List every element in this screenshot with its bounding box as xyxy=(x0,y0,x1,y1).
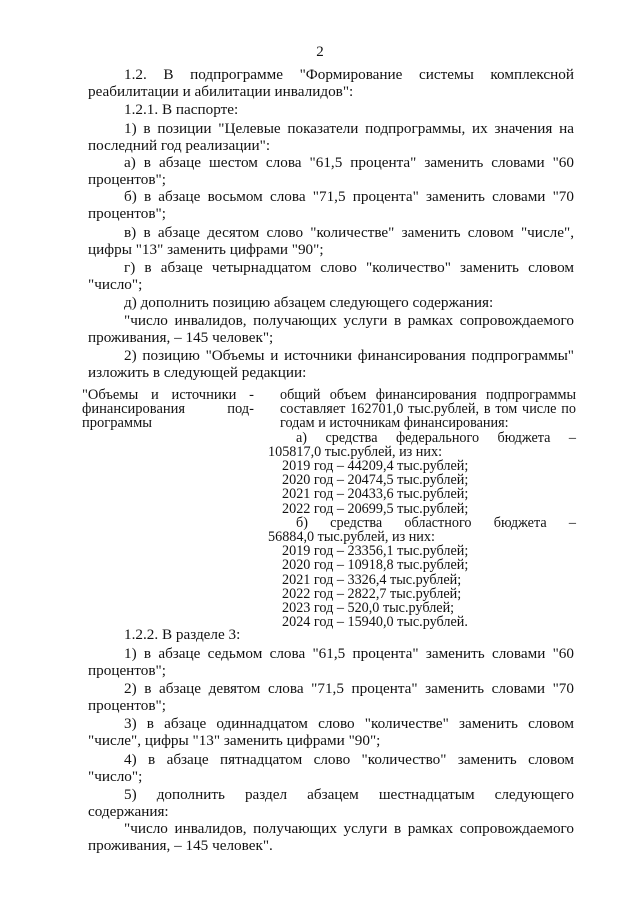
regional-year-2023: 2023 год – 520,0 тыс.рублей; xyxy=(282,600,455,617)
regional-line xyxy=(280,516,576,530)
federal-word-b: средства xyxy=(325,429,378,446)
paragraph-b-item-5-text: 5) дополнить раздел абзацем шестнадцатым следующего содержания: xyxy=(88,786,574,821)
paragraph-item-g: г) в абзаце четырнадцатом слово "количество" заменить словом "число"; xyxy=(88,259,574,294)
federal-year-2019: 2019 год – 44209,4 тыс.рублей; xyxy=(282,458,469,475)
paragraph-item-b: б) в абзаце восьмом слова "71,5 процента" заменить словами "70 процентов"; xyxy=(88,188,574,223)
page-number: 2 xyxy=(316,44,324,60)
regional-word-b: средства xyxy=(330,514,383,531)
federal-word-e: – xyxy=(568,429,576,446)
federal-line xyxy=(280,431,576,445)
regional-word-c: областного xyxy=(404,514,472,531)
paragraph-item-v: в) в абзаце десятом слово "количестве" заменить словом "числе", цифры "13" заменить цифрами "90"; xyxy=(88,224,574,259)
paragraph-b-item-1: 1) в абзаце седьмом слова "61,5 процента" заменить словами "60 процентов"; xyxy=(88,645,574,680)
federal-year-2022: 2022 год – 20699,5 тыс.рублей; xyxy=(282,500,469,517)
regional-year-2020: 2020 год – 10918,8 тыс.рублей; xyxy=(282,557,469,574)
paragraph-1-2: 1.2. В подпрограмме "Формирование системы комплексной реабилитации и абилитации инвалидов": xyxy=(88,66,574,101)
regional-year-2022: 2022 год – 2822,7 тыс.рублей; xyxy=(282,585,462,602)
federal-total: 105817,0 тыс.рублей, из них: xyxy=(268,443,443,460)
financing-intro: общий объем финансирования подпрограммы составляет 162701,0 тыс.рублей, в том числе по годам и источникам финансирования: xyxy=(280,387,576,432)
federal-year-2021: 2021 год – 20433,6 тыс.рублей; xyxy=(282,486,469,503)
regional-word-a: б) xyxy=(296,514,308,531)
paragraph-b-item-2: 2) в абзаце девятом слова "71,5 процента" заменить словами "70 процентов"; xyxy=(88,680,574,715)
paragraph-quote-2: "число инвалидов, получающих услуги в рамках сопровождаемого проживания, – 145 человек". xyxy=(88,820,574,855)
paragraph-b-item-5 xyxy=(88,786,574,821)
table-left-cell: "Объемы и источники - финансирования под-программы xyxy=(82,387,254,431)
paragraph-b-item-3: 3) в абзаце одиннадцатом слово "количестве" заменить словом "числе", цифры "13" заменить цифрами "90"; xyxy=(88,715,574,750)
paragraph-item-a: а) в абзаце шестом слова "61,5 процента" заменить словами "60 процентов"; xyxy=(88,154,574,189)
paragraph-b-item-4: 4) в абзаце пятнадцатом слово "количество" заменить словом "число"; xyxy=(88,751,574,786)
paragraph-item-d: д) дополнить позицию абзацем следующего содержания: xyxy=(124,294,494,311)
regional-year-2019: 2019 год – 23356,1 тыс.рублей; xyxy=(282,543,469,560)
paragraph-1-2-2: 1.2.2. В разделе 3: xyxy=(124,626,241,643)
paragraph-quote-1: "число инвалидов, получающих услуги в рамках сопровождаемого проживания, – 145 человек"; xyxy=(88,312,574,347)
federal-word-a: а) xyxy=(296,429,308,446)
regional-year-2021: 2021 год – 3326,4 тыс.рублей; xyxy=(282,571,462,588)
federal-word-d: бюджета xyxy=(497,429,551,446)
regional-word-d: бюджета xyxy=(493,514,547,531)
paragraph-1-2-1: 1.2.1. В паспорте: xyxy=(124,101,239,118)
paragraph-item-2: 2) позицию "Объемы и источники финансирования подпрограммы" изложить в следующей редакции: xyxy=(88,347,574,382)
federal-word-c: федерального xyxy=(395,429,480,446)
paragraph-item-1: 1) в позиции "Целевые показатели подпрограммы, их значения на последний год реализации": xyxy=(88,120,574,155)
regional-year-2024: 2024 год – 15940,0 тыс.рублей. xyxy=(282,614,468,631)
regional-word-e: – xyxy=(568,514,576,531)
federal-year-2020: 2020 год – 20474,5 тыс.рублей; xyxy=(282,472,469,489)
regional-total: 56884,0 тыс.рублей, из них: xyxy=(268,529,435,546)
table-right-cell xyxy=(268,387,576,631)
